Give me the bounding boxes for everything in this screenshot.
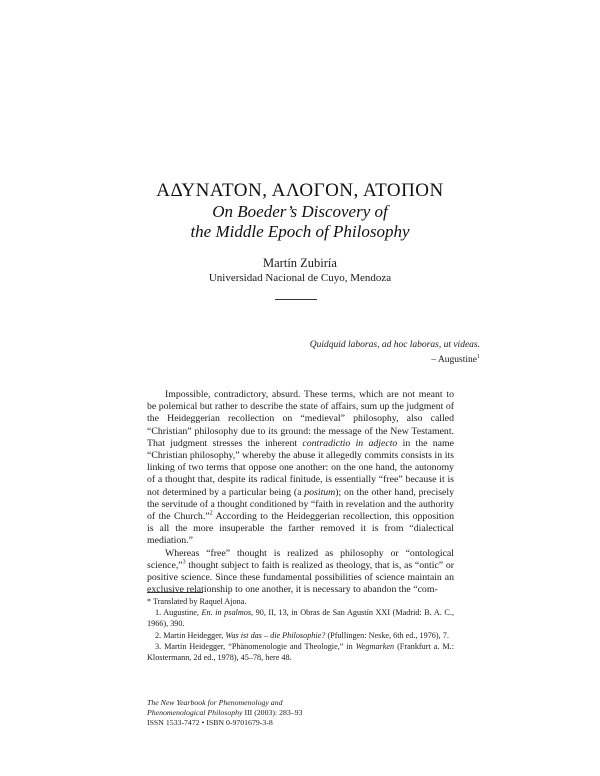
footnote-2 bbox=[147, 630, 454, 641]
p2-text-b: thought subject to faith is realized as theology, that is, as “ontic” or positive science. Since these fundamental possibilities of science maintain an exclusive relationship to one another, it is necessary to abandon the “com- bbox=[147, 559, 454, 596]
epigraph bbox=[310, 339, 480, 366]
footnote-translator: * Translated by Raquel Ajona. bbox=[147, 597, 247, 606]
title-line-3: the Middle Epoch of Philosophy bbox=[190, 222, 410, 241]
author-name: Martín Zubiría bbox=[263, 256, 337, 270]
epigraph-attribution: – Augustine bbox=[431, 355, 477, 366]
paragraph-2 bbox=[147, 548, 454, 597]
footnote-divider bbox=[147, 592, 203, 593]
footnote-3 bbox=[147, 641, 454, 663]
footnotes bbox=[147, 596, 454, 663]
p1-text-a: Impossible, contradictory, absurd. These terms, which are not meant to be polemical but rather to describe the state of affairs, sum up the judgment of the Heideggerian recollection on “medieval” philosophy, also called “Christian” philosophy due to its ground: the message of the New Testament. That judgment stresses the inherent bbox=[147, 389, 454, 449]
title-divider bbox=[275, 299, 317, 300]
title-block bbox=[0, 180, 600, 242]
p1-term-positum: positum bbox=[304, 486, 336, 498]
fn3-text-a: 3. Martin Heidegger, “Phänomenologie and Theologie,” in bbox=[155, 641, 356, 651]
imprint-line-1: The New Yearbook for Phenomenology and bbox=[147, 698, 283, 707]
p1-term-contradictio: contradictio in adjecto bbox=[302, 437, 398, 449]
footnote-mark-2: 2 bbox=[209, 510, 213, 517]
author-block bbox=[0, 256, 600, 285]
fn1-title: En. in psalmos bbox=[201, 608, 252, 618]
imprint-line-2 bbox=[147, 708, 454, 718]
journal-imprint bbox=[147, 698, 454, 728]
imprint-isbn: ISSN 1533-7472 • ISBN 0-9701679-3-8 bbox=[147, 718, 273, 727]
fn2-title: Was ist das – die Philosophie? bbox=[225, 630, 326, 640]
p1-text-c: ); on the other hand, precisely the servitude of a thought conditioned by “faith in revelation and the authority of the Church.” bbox=[147, 486, 454, 523]
footnote-mark-3: 3 bbox=[182, 559, 186, 566]
epigraph-quote: Quidquid laboras, ad hoc laboras, ut videas. bbox=[309, 340, 480, 350]
paragraph-1 bbox=[147, 389, 454, 548]
p1-text-b: in the name “Christian philosophy,” whereby the abuse it allegedly commits consists in its linking of two terms that oppose one another: on the one hand, the autonomy of a thought that, despite its radical finitude, is essentially “free” because it is not determined by a particular being (a bbox=[147, 437, 454, 498]
imprint-volume: III (2003): 283–93 bbox=[242, 708, 303, 717]
title-greek: ΑΔΥΝΑΤΟΝ, ΑΛΟΓΟΝ, ΑΤΟΠΟΝ bbox=[156, 180, 444, 201]
body-text bbox=[147, 389, 454, 596]
fn2-text-b: (Pfullingen: Neske, 6th ed., 1976), 7. bbox=[325, 630, 449, 640]
footnote-mark-1: 1 bbox=[477, 354, 480, 360]
title-line-2: On Boeder’s Discovery of bbox=[212, 202, 388, 221]
fn1-text-a: 1. Augustine, bbox=[155, 608, 202, 618]
fn3-text-b: (Frankfurt a. M.: Klostermann, 2d ed., 1978), 45–78, here 48. bbox=[147, 641, 454, 663]
epigraph-attribution-line bbox=[310, 351, 480, 366]
author-affiliation: Universidad Nacional de Cuyo, Mendoza bbox=[208, 272, 392, 284]
fn3-title: Wegmarken bbox=[355, 641, 395, 651]
fn1-text-b: , 90, II, 13, in Obras de San Agustín XXI (Madrid: B. A. C., 1966), 390. bbox=[147, 608, 454, 629]
imprint-journal: Phenomenological Philosophy bbox=[147, 708, 243, 717]
p1-text-d: According to the Heideggerian recollection, this opposition is all the more insuperable the farther removed it is from “dialectical mediation.” bbox=[147, 511, 454, 547]
p2-text-a: Whereas “free” thought is realized as philosophy or “ontological science,” bbox=[147, 547, 454, 571]
footnote-1 bbox=[147, 607, 454, 629]
fn2-text-a: 2. Martin Heidegger, bbox=[155, 630, 226, 640]
